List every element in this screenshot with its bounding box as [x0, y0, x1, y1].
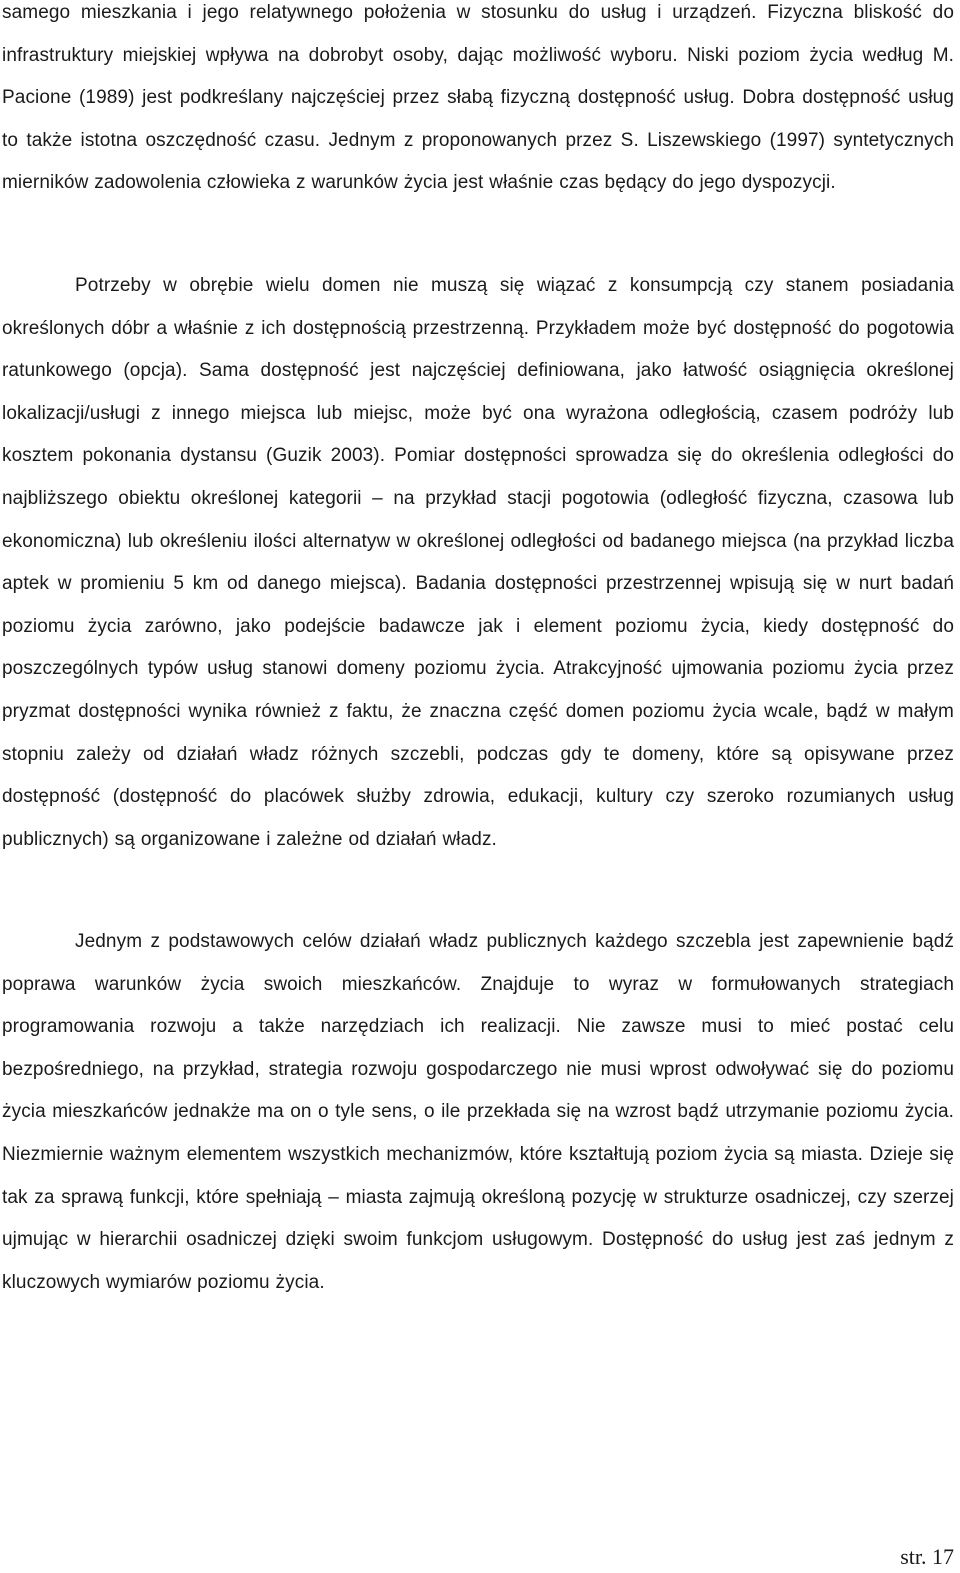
page-number: str. 17	[900, 1544, 954, 1569]
paragraph-1: samego mieszkania i jego relatywnego położenia w stosunku do usług i urządzeń. Fizyczna bliskość do infrastruktury miejskiej wpływa na dobrobyt osoby, dając możliwość wyboru. Niski poziom życia według M. Pacione (1989) jest podkreślany najczęściej przez słabą fizyczną dostępność usług. Dobra dostępność usług to także istotna oszczędność czasu. Jednym z proponowanych przez S. Liszewskiego (1997) syntetycznych mierników zadowolenia człowieka z warunków życia jest właśnie czas będący do jego dyspozycji.	[2, 2, 954, 194]
paragraph-2: Potrzeby w obrębie wielu domen nie muszą się wiązać z konsumpcją czy stanem posiadania określonych dóbr a właśnie z ich dostępnością przestrzenną. Przykładem może być dostępność do pogotowia ratunkowego (opcja). Sama dostępność jest najczęściej definiowana, jako łatwość osiągnięcia określonej lokalizacji/usługi z innego miejsca lub miejsc, może być ona wyrażona odległością, czasem podróży lub kosztem pokonania dystansu (Guzik 2003). Pomiar dostępności sprowadza się do określenia odległości do najbliższego obiektu określonej kategorii – na przykład stacji pogotowia (odległość fizyczna, czasowa lub ekonomiczna) lub określeniu ilości alternatyw w określonej odległości od badanego miejsca (na przykład liczba aptek w promieniu 5 km od danego miejsca). Badania dostępności przestrzennej wpisują się w nurt badań poziomu życia zarówno, jako podejście badawcze jak i element poziomu życia, kiedy dostępność do poszczególnych typów usług stanowi domeny poziomu życia. Atrakcyjność ujmowania poziomu życia przez pryzmat dostępności wynika również z faktu, że znaczna część domen poziomu życia wcale, bądź w małym stopniu zależy od działań władz różnych szczebli, podczas gdy te domeny, które są opisywane przez dostępność (dostępność do placówek służby zdrowia, edukacji, kultury czy szeroko rozumianych usług publicznych) są organizowane i zależne od działań władz.	[2, 275, 954, 850]
paragraph-3: Jednym z podstawowych celów działań władz publicznych każdego szczebla jest zapewnienie bądź poprawa warunków życia swoich mieszkańców. Znajduje to wyraz w formułowanych strategiach programowania rozwoju a także narzędziach ich realizacji. Nie zawsze musi to mieć postać celu bezpośredniego, na przykład, strategia rozwoju gospodarczego nie musi wprost odwoływać się do poziomu życia mieszkańców jednakże ma on o tyle sens, o ile przekłada się na wzrost bądź utrzymanie poziomu życia. Niezmiernie ważnym elementem wszystkich mechanizmów, które kształtują poziom życia są miasta. Dzieje się tak za sprawą funkcji, które spełniają – miasta zajmują określoną pozycję w strukturze osadniczej, czy szerzej ujmując w hierarchii osadniczej dzięki swoim funkcjom usługowym. Dostępność do usług jest zaś jednym z kluczowych wymiarów poziomu życia.	[2, 931, 954, 1293]
